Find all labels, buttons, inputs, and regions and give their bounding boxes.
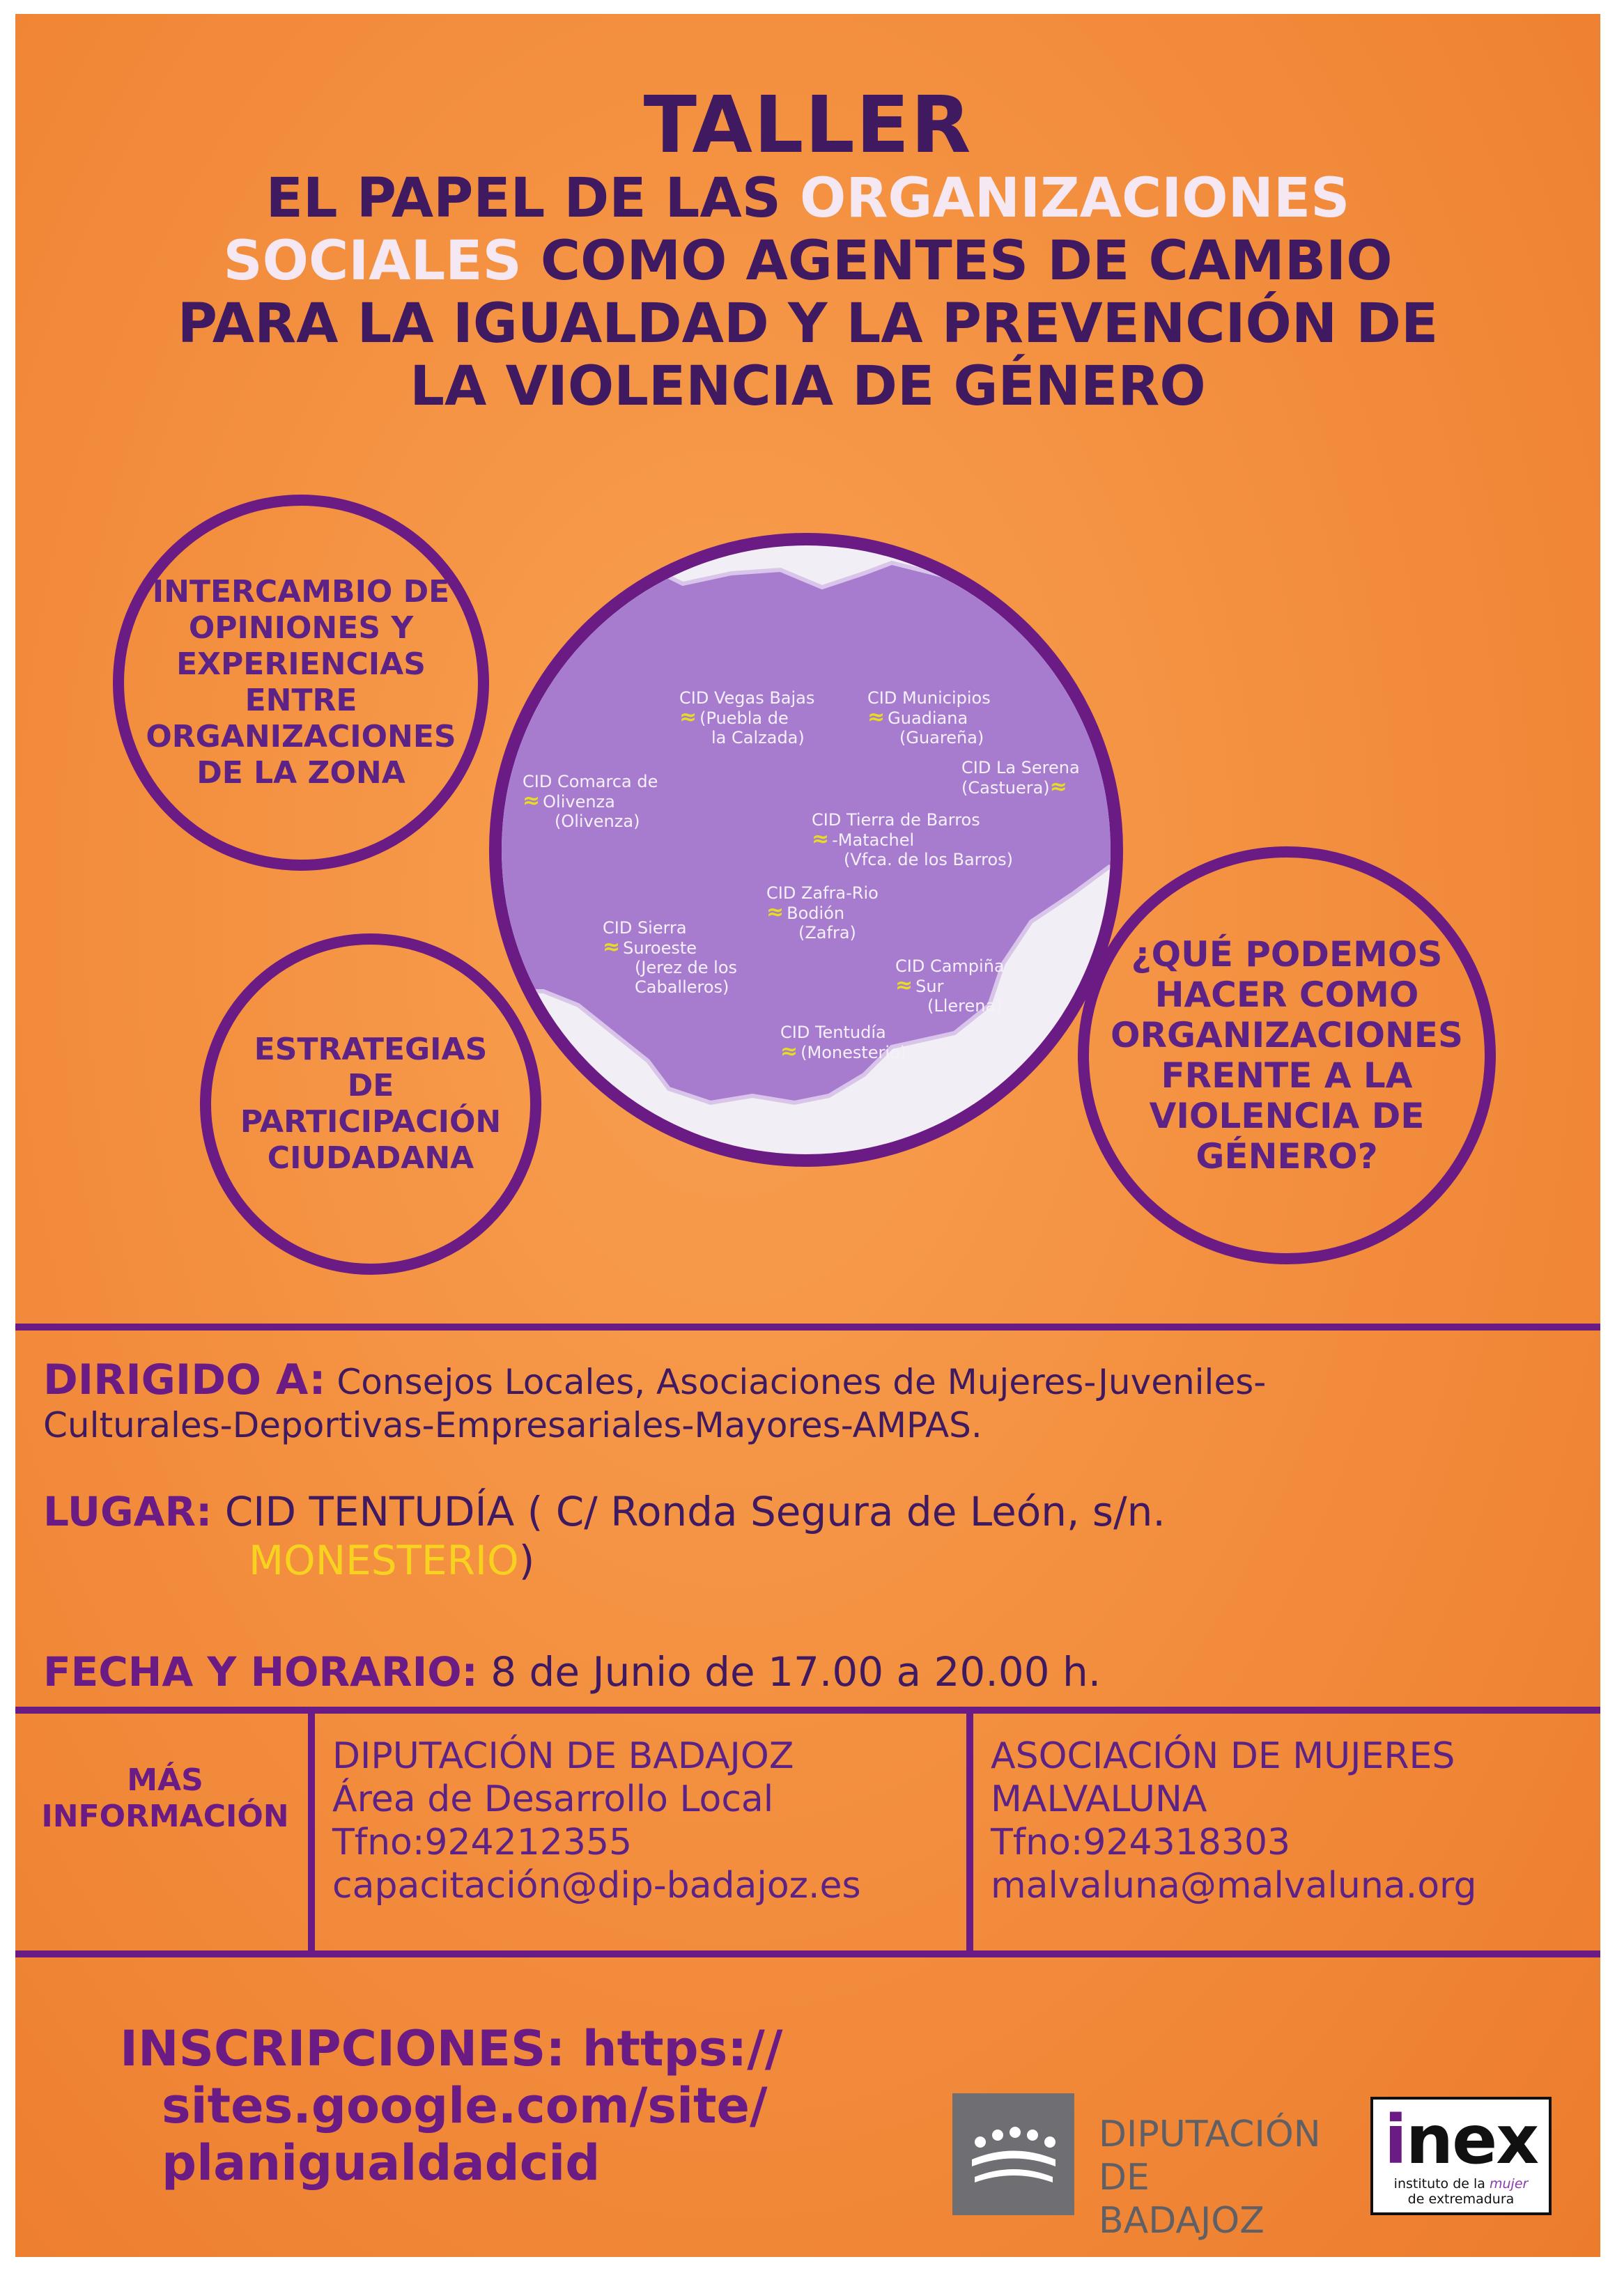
lugar-line-1 — [43, 1487, 1572, 1536]
cid-line: CID Tierra de Barros — [812, 810, 980, 830]
cid-line: CID Vegas Bajas — [679, 688, 815, 708]
que-podemos-text — [1111, 934, 1463, 1177]
diputacion-area: Área de Desarrollo Local — [332, 1778, 774, 1820]
wave-icon: ≈ — [603, 935, 621, 959]
intercambio-line: DE LA ZONA — [196, 755, 405, 791]
intercambio-line: ORGANIZACIONES — [146, 719, 456, 754]
cid-line: ≈ Guadiana — [867, 705, 968, 729]
que-podemos-line: ORGANIZACIONES — [1111, 1015, 1463, 1055]
inex-nex: nex — [1405, 2101, 1538, 2179]
estrategias-line: DE — [347, 1068, 394, 1103]
cid-line: ≈ (Puebla de — [679, 705, 789, 729]
cid-line: CID Comarca de — [523, 772, 658, 791]
lugar-text: CID TENTUDÍA ( C/ Ronda Segura de León, s/n. — [212, 1488, 1166, 1535]
wave-icon: ≈ — [867, 705, 886, 729]
wave-icon: ≈ — [523, 789, 541, 813]
asociacion-phone: Tfno:924318303 — [991, 1822, 1291, 1863]
dirigido-text-1: Consejos Locales, Asociaciones de Mujeres-Juveniles- — [325, 1362, 1267, 1402]
cid-line: (Jerez de los — [635, 958, 738, 977]
title-line-1a: EL PAPEL DE LAS — [265, 167, 801, 230]
que-podemos-line: FRENTE A LA — [1161, 1055, 1413, 1096]
cid-line: (Castuera)≈ — [961, 775, 1067, 799]
title-line-1 — [15, 167, 1600, 230]
inscripciones-link[interactable] — [120, 2020, 782, 2192]
inex-wordmark — [1373, 2101, 1549, 2179]
inscripciones-line-3: planigualdadcid — [162, 2134, 601, 2192]
cid-line: CID La Serena — [961, 758, 1080, 777]
cid-line: (Vfca. de los Barros) — [844, 850, 1014, 869]
title-line-2a: SOCIALES — [223, 230, 522, 293]
inscripciones-line-1: INSCRIPCIONES: https:// — [120, 2020, 783, 2077]
dirigido-section — [15, 1358, 1600, 1447]
wave-icon: ≈ — [780, 1039, 798, 1064]
diputacion-logo-text — [1099, 2113, 1321, 2242]
diputacion-emblem-icon — [952, 2093, 1074, 2215]
asociacion-email: malvaluna@malvaluna.org — [991, 1865, 1477, 1907]
cid-line: (Guareña) — [899, 728, 984, 747]
lugar-label: LUGAR: — [43, 1488, 212, 1535]
intercambio-line: EXPERIENCIAS — [176, 646, 426, 682]
cid-line: ≈ (Monesterio) — [780, 1039, 907, 1064]
diputacion-logo-line-1: DIPUTACIÓN — [1099, 2113, 1321, 2155]
cid-line: CID Tentudía — [780, 1023, 886, 1042]
dirigido-text-2: Culturales-Deportivas-Empresariales-Mayores-AMPAS. — [43, 1405, 982, 1445]
fecha-text: 8 de Junio de 17.00 a 20.00 h. — [477, 1648, 1101, 1696]
intercambio-line: OPINIONES Y — [188, 610, 414, 646]
province-shape — [502, 563, 1111, 1103]
title-line-2 — [15, 230, 1600, 293]
cid-line: ≈ Olivenza — [523, 789, 615, 813]
estrategias-line: PARTICIPACIÓN — [240, 1104, 502, 1140]
estrategias-circle — [200, 933, 541, 1275]
que-podemos-line: HACER COMO — [1154, 975, 1419, 1015]
mas-info-label-2: INFORMACIÓN — [41, 1799, 289, 1834]
que-podemos-line: VIOLENCIA DE — [1149, 1096, 1425, 1136]
mas-info-label — [29, 1762, 301, 1835]
wave-icon: ≈ — [679, 705, 697, 729]
info-divider-1 — [308, 1707, 315, 1950]
inex-i: i — [1384, 2101, 1406, 2179]
cid-line: Caballeros) — [635, 977, 729, 997]
wave-icon: ≈ — [1049, 775, 1067, 799]
lugar-line-2 — [43, 1536, 1572, 1585]
wave-icon: ≈ — [812, 827, 830, 851]
estrategias-line: ESTRATEGIAS — [254, 1032, 488, 1067]
cid-line: la Calzada) — [711, 728, 805, 747]
estrategias-text — [240, 1032, 501, 1177]
cid-zafra-rio-bodion — [766, 883, 879, 943]
inex-subtitle — [1373, 2176, 1549, 2207]
cid-tentudia — [780, 1023, 906, 1062]
cid-line: ≈ Bodión — [766, 900, 845, 924]
fecha-label: FECHA Y HORARIO: — [43, 1648, 478, 1696]
cid-line: CID Municipios — [867, 688, 991, 708]
map-circle — [489, 533, 1123, 1167]
cid-tierra-de-barros — [812, 810, 1013, 869]
cid-line: ≈ -Matachel — [812, 827, 915, 851]
title-block — [15, 80, 1600, 418]
divider-top — [15, 1324, 1600, 1331]
asociacion-name-2: MALVALUNA — [991, 1778, 1207, 1820]
diputacion-logo — [952, 2093, 1321, 2242]
dirigido-line-1 — [43, 1358, 1572, 1404]
cid-sierra-suroeste — [603, 918, 737, 997]
lugar-town: MONESTERIO — [249, 1537, 519, 1584]
fecha-section — [15, 1647, 1600, 1696]
cid-vegas-bajas — [679, 688, 814, 747]
title-line-1b: ORGANIZACIONES — [800, 167, 1350, 230]
wave-icon: ≈ — [766, 900, 784, 924]
wave-icon: ≈ — [895, 973, 913, 998]
inex-sub-line-2: de extremadura — [1407, 2192, 1515, 2207]
cid-line: CID Campiña — [895, 956, 1005, 976]
poster — [15, 14, 1600, 2257]
diputacion-name: DIPUTACIÓN DE BADAJOZ — [332, 1735, 794, 1777]
cid-line: (Zafra) — [798, 923, 856, 943]
que-podemos-line: GÉNERO? — [1196, 1136, 1378, 1177]
info-divider-2 — [966, 1707, 973, 1950]
diputacion-email: capacitación@dip-badajoz.es — [332, 1865, 861, 1907]
diputacion-phone: Tfno:924212355 — [332, 1822, 633, 1863]
que-podemos-circle — [1078, 846, 1496, 1264]
inex-sub-line-1: instituto de la mujer — [1393, 2176, 1529, 2192]
diputacion-contact — [332, 1735, 861, 1907]
asociacion-name: ASOCIACIÓN DE MUJERES — [991, 1735, 1455, 1777]
intercambio-line: INTERCAMBIO DE — [152, 574, 450, 610]
title-line-3: PARA LA IGUALDAD Y LA PREVENCIÓN DE — [177, 293, 1439, 355]
cid-la-serena — [961, 758, 1080, 798]
cid-line: CID Sierra — [603, 918, 687, 938]
cid-municipios-guadiana — [867, 688, 991, 747]
cid-line: (Llerena) — [927, 996, 1003, 1016]
lugar-section — [15, 1487, 1600, 1585]
badajoz-map — [502, 545, 1111, 1154]
diputacion-logo-line-2: DE BADAJOZ — [1099, 2157, 1265, 2242]
asociacion-contact — [991, 1735, 1476, 1907]
estrategias-line: CIUDADANA — [267, 1140, 474, 1176]
info-table — [15, 1707, 1600, 1950]
cid-line: CID Zafra-Rio — [766, 883, 879, 903]
cid-line: ≈ Sur — [895, 973, 944, 998]
cid-line: (Olivenza) — [555, 812, 640, 831]
title-line-4: LA VIOLENCIA DE GÉNERO — [410, 355, 1206, 418]
intercambio-text — [146, 574, 456, 791]
divider-info-bottom — [15, 1950, 1600, 1957]
cid-comarca-olivenza — [523, 772, 658, 831]
dirigido-label: DIRIGIDO A: — [43, 1356, 326, 1404]
inscripciones-line-2: sites.google.com/site/ — [162, 2077, 768, 2134]
inex-logo — [1370, 2097, 1552, 2215]
title-taller: TALLER — [643, 80, 973, 171]
intercambio-circle — [113, 495, 489, 871]
title-line-2b: COMO AGENTES DE CAMBIO — [521, 230, 1393, 293]
que-podemos-line: ¿QUÉ PODEMOS — [1131, 934, 1443, 975]
mas-info-label-1: MÁS — [127, 1762, 203, 1798]
lugar-close: ) — [518, 1537, 535, 1584]
cid-campina-sur — [895, 956, 1005, 1016]
intercambio-line: ENTRE — [245, 683, 357, 718]
cid-line: ≈ Suroeste — [603, 935, 697, 959]
